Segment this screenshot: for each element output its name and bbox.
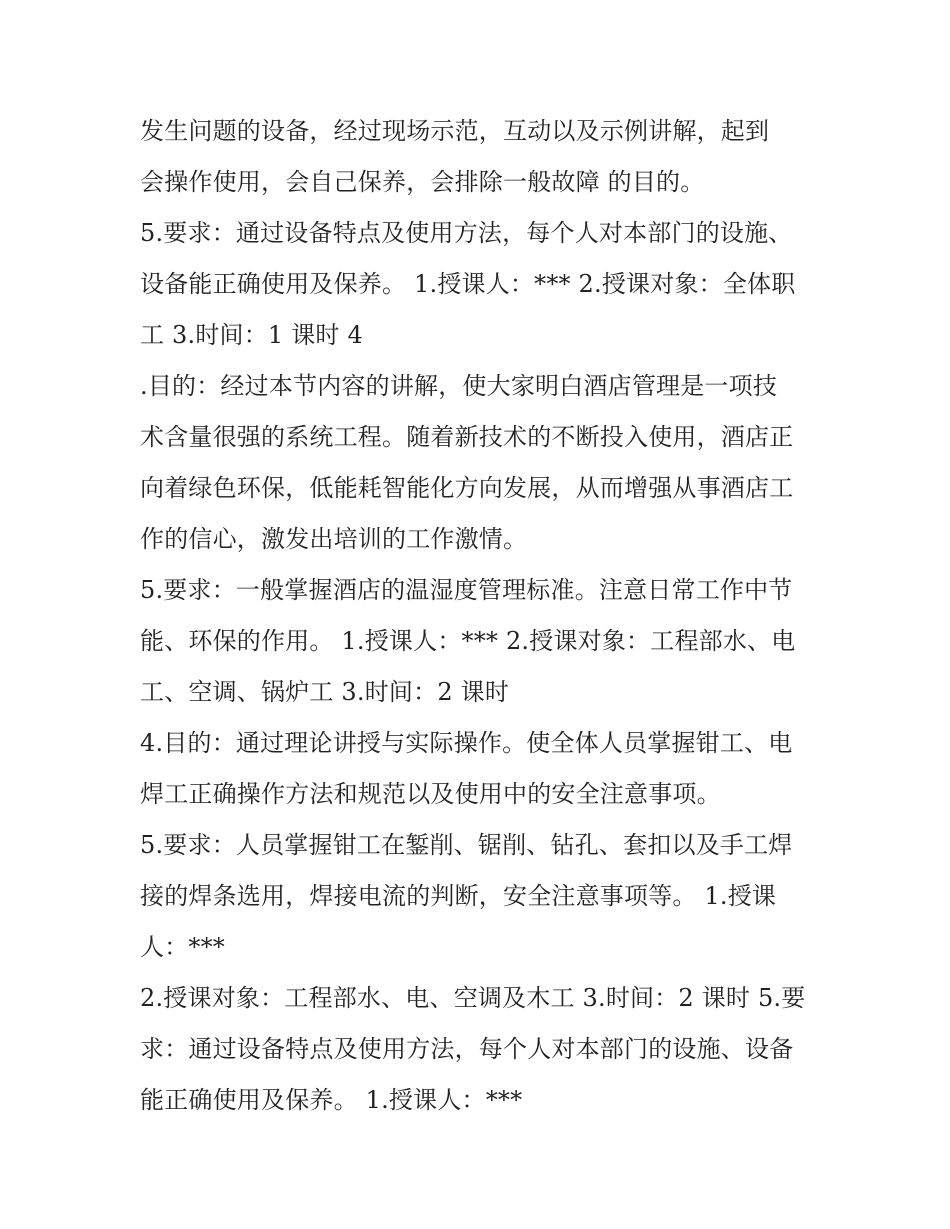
- text-line-10: 5.要求：一般掌握酒店的温湿度管理标准。注意日常工作中节: [140, 576, 793, 604]
- text-line-19: 求：通过设备特点及使用方法，每个人对本部门的设施、设备: [140, 1035, 794, 1063]
- text-line-14: 焊工正确操作方法和规范以及使用中的安全注意事项。: [140, 780, 721, 808]
- text-line-15: 5.要求：人员掌握钳工在錾削、锯削、钻孔、套扣以及手工焊: [140, 831, 793, 859]
- text-line-2: 会操作使用，会自己保养，会排除一般故障 的目的。: [140, 168, 705, 196]
- text-line-12: 工、空调、锅炉工 3.时间：2 课时: [140, 678, 510, 706]
- text-line-20: 能正确使用及保养。 1.授课人：***: [140, 1086, 523, 1114]
- text-line-3: 5.要求：通过设备特点及使用方法，每个人对本部门的设施、: [140, 219, 793, 247]
- text-line-16: 接的焊条选用，焊接电流的判断，安全注意事项等。 1.授课: [140, 882, 777, 910]
- text-line-6: .目的：经过本节内容的讲解，使大家明白酒店管理是一项技: [140, 372, 778, 400]
- text-line-8: 向着绿色环保，低能耗智能化方向发展，从而增强从事酒店工: [140, 474, 794, 502]
- text-line-13: 4.目的：通过理论讲授与实际操作。使全体人员掌握钳工、电: [140, 729, 793, 757]
- body-text: [140, 106, 830, 1126]
- text-line-1: 发生问题的设备，经过现场示范，互动以及示例讲解，起到: [140, 117, 770, 145]
- text-line-18: 2.授课对象：工程部水、电、空调及木工 3.时间：2 课时 5.要: [140, 984, 806, 1012]
- text-line-4: 设备能正确使用及保养。 1.授课人：*** 2.授课对象：全体职: [140, 270, 796, 298]
- text-line-5: 工 3.时间：1 课时 4: [140, 321, 363, 349]
- text-line-17: 人：***: [140, 933, 225, 961]
- text-line-7: 术含量很强的系统工程。随着新技术的不断投入使用，酒店正: [140, 423, 794, 451]
- text-line-11: 能、环保的作用。 1.授课人：*** 2.授课对象：工程部水、电: [140, 627, 796, 655]
- text-line-9: 作的信心，激发出培训的工作激情。: [140, 525, 528, 553]
